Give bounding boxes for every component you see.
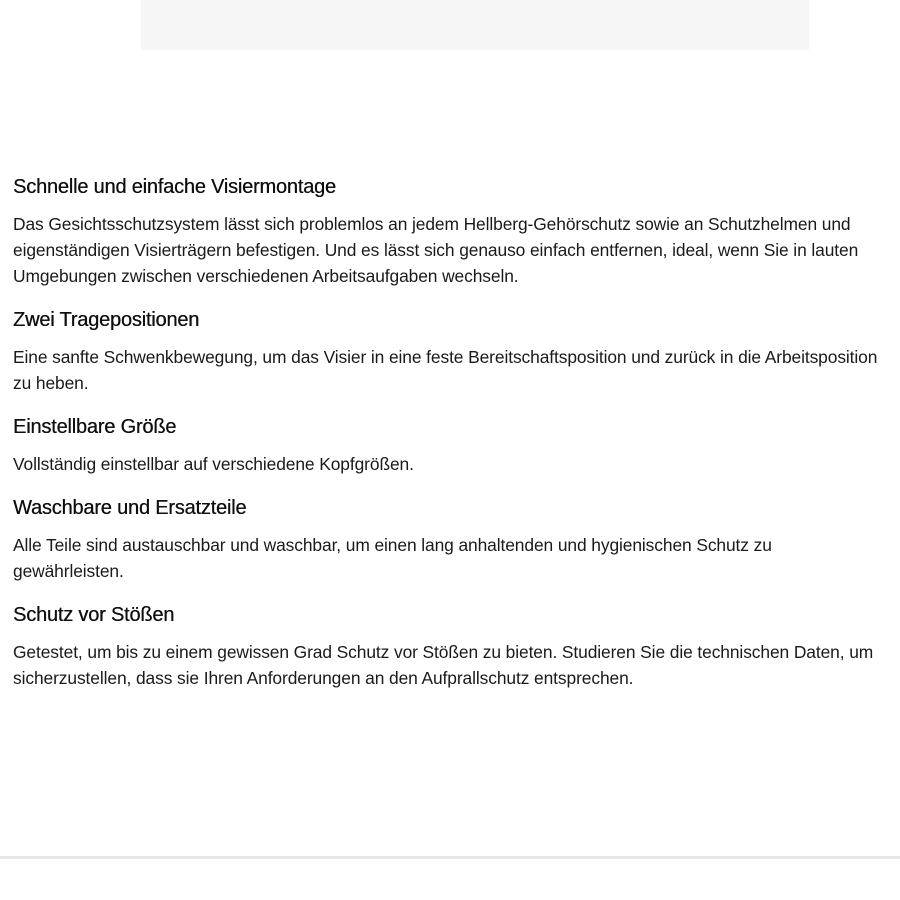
feature-item (13, 414, 883, 477)
feature-item (13, 307, 883, 396)
feature-title: Waschbare und Ersatzteile (13, 497, 247, 519)
feature-item (13, 174, 883, 289)
feature-title: Einstellbare Größe (13, 416, 177, 438)
feature-description: Alle Teile sind austauschbar und waschbar, um einen lang anhaltenden und hygienischen Schutz zu gewährleisten. (13, 535, 772, 581)
footer-divider (0, 856, 900, 859)
feature-description: Getestet, um bis zu einem gewissen Grad Schutz vor Stößen zu bieten. Studieren Sie die technischen Daten, um sicherzustellen, dass sie Ihren Anforderungen an den Aufprallschutz entsprechen. (13, 642, 874, 688)
feature-item (13, 602, 883, 691)
media-placeholder (141, 0, 809, 50)
feature-list (13, 174, 883, 709)
feature-description: Vollständig einstellbar auf verschiedene Kopfgrößen. (13, 454, 414, 474)
feature-title: Schnelle und einfache Visiermontage (13, 176, 336, 198)
feature-title: Schutz vor Stößen (13, 604, 175, 626)
feature-description: Das Gesichtsschutzsystem lässt sich problemlos an jedem Hellberg-Gehörschutz sowie an Schutzhelmen und eigenständigen Visierträgern befestigen. Und es lässt sich genauso einfach entfernen, ideal, wenn Sie in lauten Umgebungen zwischen verschiedenen Arbeitsaufgaben wechseln. (13, 214, 859, 286)
feature-description: Eine sanfte Schwenkbewegung, um das Visier in eine feste Bereitschaftsposition und zurück in die Arbeitsposition zu heben. (13, 347, 878, 393)
feature-title: Zwei Tragepositionen (13, 309, 200, 331)
feature-item (13, 495, 883, 584)
